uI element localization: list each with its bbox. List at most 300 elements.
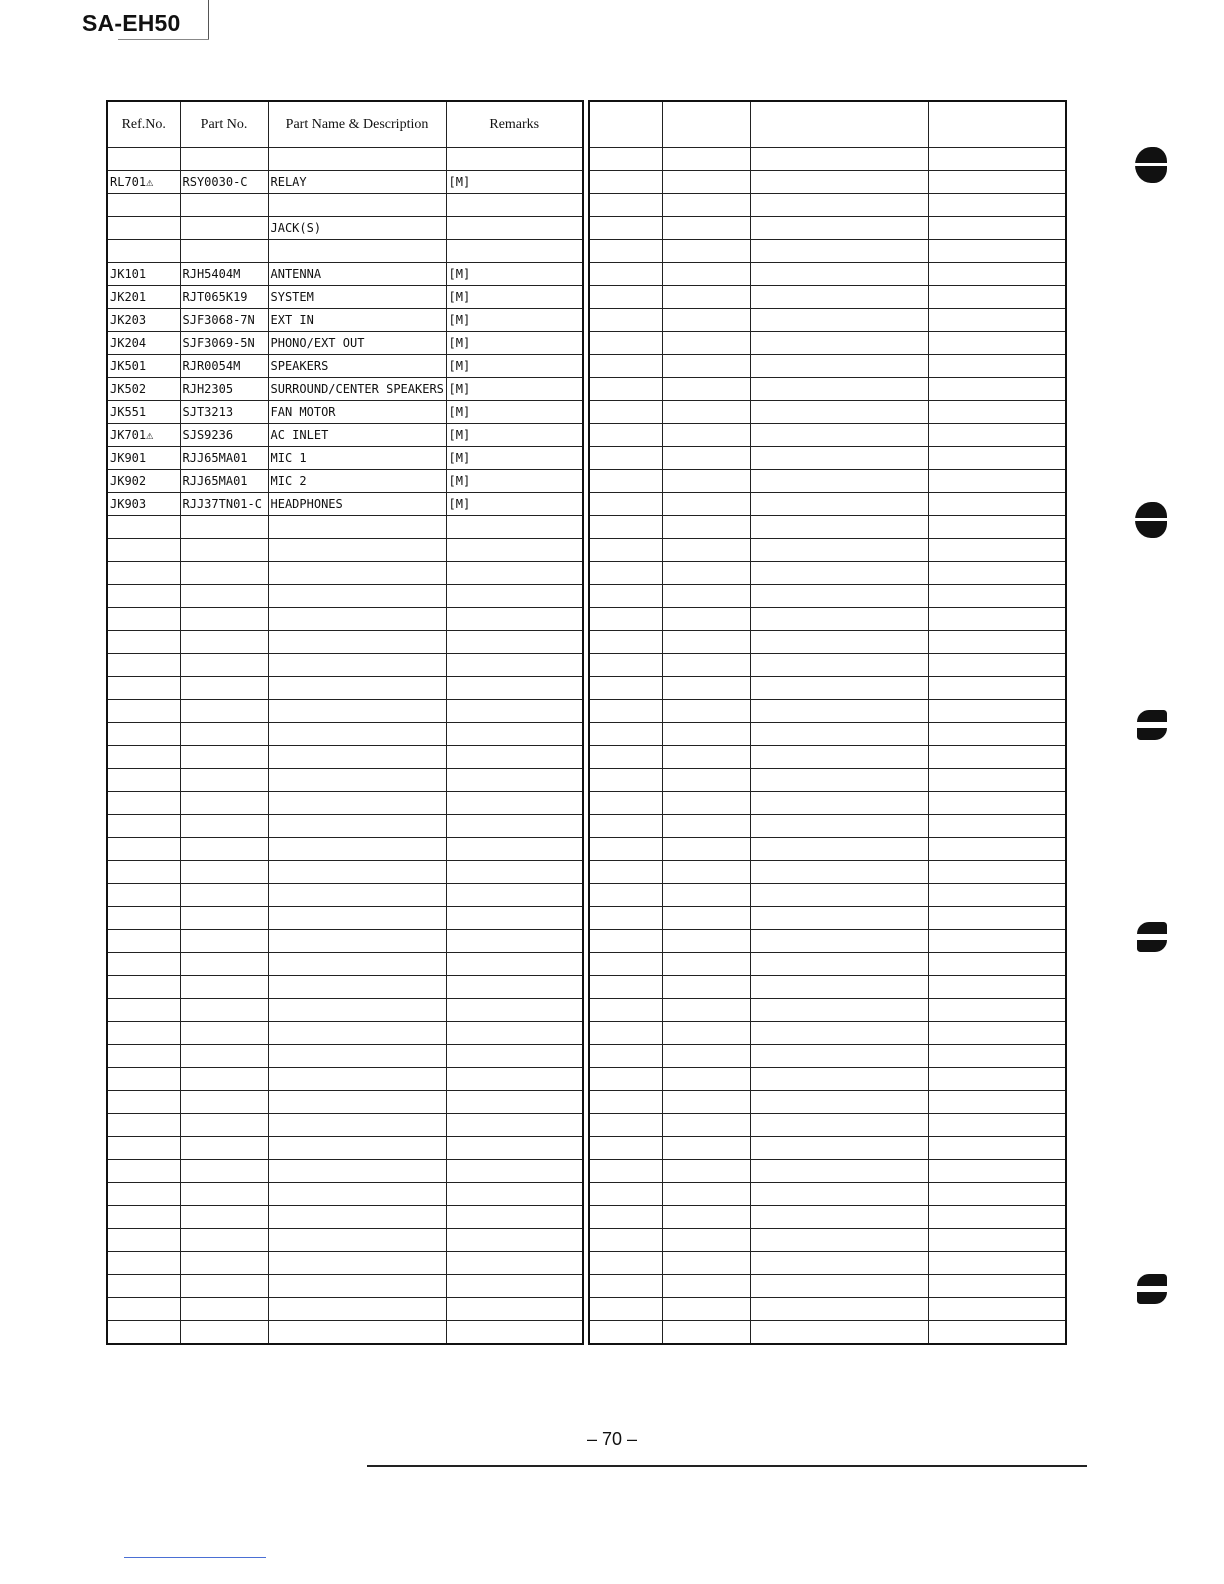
ref-no-cell (107, 907, 180, 930)
remarks-cell: [M] (446, 401, 583, 424)
remarks-cell (446, 1321, 583, 1345)
description-cell (268, 585, 446, 608)
empty-cell (928, 447, 1066, 470)
index-tab-mark (1135, 502, 1167, 538)
remarks-cell (446, 240, 583, 263)
empty-cell (589, 355, 662, 378)
empty-cell (662, 1068, 750, 1091)
empty-cell (662, 884, 750, 907)
table-row (589, 1045, 1066, 1068)
empty-cell (750, 907, 928, 930)
table-row (107, 631, 583, 654)
remarks-cell (446, 1229, 583, 1252)
empty-cell (662, 1022, 750, 1045)
ref-no-cell (107, 884, 180, 907)
empty-cell (750, 746, 928, 769)
table-row (107, 539, 583, 562)
empty-cell (589, 1229, 662, 1252)
remarks-cell (446, 976, 583, 999)
description-cell (268, 746, 446, 769)
remarks-cell (446, 1298, 583, 1321)
description-cell (268, 1045, 446, 1068)
index-tab-mark (1135, 706, 1167, 742)
table-row (589, 723, 1066, 746)
empty-cell (928, 539, 1066, 562)
table-row (107, 838, 583, 861)
index-tab-mark (1135, 147, 1167, 183)
empty-cell (662, 1229, 750, 1252)
empty-cell (928, 562, 1066, 585)
empty-cell (750, 447, 928, 470)
empty-cell (589, 1160, 662, 1183)
empty-cell (589, 447, 662, 470)
footer-rule (367, 1465, 1087, 1467)
empty-cell (928, 861, 1066, 884)
description-cell (268, 1275, 446, 1298)
table-row (589, 976, 1066, 999)
empty-cell (928, 654, 1066, 677)
part-no-cell (180, 838, 268, 861)
empty-cell (750, 838, 928, 861)
part-no-cell (180, 769, 268, 792)
empty-cell (750, 539, 928, 562)
table-row (107, 953, 583, 976)
description-cell (268, 1252, 446, 1275)
table-row (589, 1229, 1066, 1252)
part-no-cell (180, 1091, 268, 1114)
ref-no-cell: JK501 (107, 355, 180, 378)
column-header-description: Part Name & Description (268, 101, 446, 148)
parts-list-body (107, 148, 583, 1345)
empty-cell (750, 769, 928, 792)
table-row (107, 585, 583, 608)
ref-no-cell: JK902 (107, 470, 180, 493)
part-no-cell (180, 884, 268, 907)
table-header-row (107, 101, 583, 148)
table-row (589, 470, 1066, 493)
remarks-cell: [M] (446, 355, 583, 378)
empty-cell (589, 746, 662, 769)
empty-cell (589, 1298, 662, 1321)
empty-cell (750, 171, 928, 194)
remarks-cell (446, 861, 583, 884)
remarks-cell (446, 723, 583, 746)
part-no-cell (180, 1045, 268, 1068)
empty-cell (928, 677, 1066, 700)
ref-no-cell: JK201 (107, 286, 180, 309)
description-cell (268, 884, 446, 907)
empty-cell (928, 1068, 1066, 1091)
empty-header-cell (662, 101, 750, 148)
remarks-cell (446, 148, 583, 171)
part-no-cell (180, 516, 268, 539)
ref-no-cell (107, 631, 180, 654)
table-row (589, 194, 1066, 217)
description-cell (268, 562, 446, 585)
empty-cell (750, 355, 928, 378)
empty-cell (928, 884, 1066, 907)
part-no-cell: SJT3213 (180, 401, 268, 424)
description-cell: HEADPHONES (268, 493, 446, 516)
ref-no-cell (107, 930, 180, 953)
table-row (107, 1275, 583, 1298)
table-row (589, 1091, 1066, 1114)
empty-cell (928, 585, 1066, 608)
empty-cell (928, 1091, 1066, 1114)
empty-cell (589, 1206, 662, 1229)
table-row (107, 608, 583, 631)
ref-no-cell (107, 217, 180, 240)
remarks-cell (446, 194, 583, 217)
table-row (589, 171, 1066, 194)
description-cell: RELAY (268, 171, 446, 194)
empty-cell (662, 1206, 750, 1229)
ref-no-cell (107, 999, 180, 1022)
table-row (107, 171, 583, 194)
empty-cell (750, 999, 928, 1022)
empty-cell (750, 1045, 928, 1068)
empty-cell (662, 355, 750, 378)
ref-no-cell (107, 1206, 180, 1229)
table-row (589, 447, 1066, 470)
ref-no-cell (107, 1160, 180, 1183)
table-row (589, 999, 1066, 1022)
remarks-cell (446, 815, 583, 838)
empty-cell (750, 286, 928, 309)
table-row (107, 792, 583, 815)
part-no-cell (180, 194, 268, 217)
table-row (107, 930, 583, 953)
table-row (589, 1275, 1066, 1298)
description-cell (268, 953, 446, 976)
remarks-cell (446, 1275, 583, 1298)
table-row (107, 815, 583, 838)
table-row (589, 516, 1066, 539)
remarks-cell (446, 516, 583, 539)
remarks-cell: [M] (446, 263, 583, 286)
empty-cell (662, 746, 750, 769)
empty-cell (589, 171, 662, 194)
description-cell (268, 1160, 446, 1183)
empty-cell (928, 332, 1066, 355)
empty-cell (750, 1022, 928, 1045)
part-no-cell (180, 217, 268, 240)
empty-cell (662, 378, 750, 401)
empty-cell (928, 263, 1066, 286)
description-cell (268, 1183, 446, 1206)
ref-no-cell (107, 1045, 180, 1068)
description-cell (268, 631, 446, 654)
page-number: – 70 – (586, 1429, 638, 1449)
remarks-cell (446, 930, 583, 953)
empty-cell (750, 401, 928, 424)
empty-cell (662, 654, 750, 677)
empty-cell (750, 792, 928, 815)
empty-cell (750, 608, 928, 631)
empty-cell (662, 1183, 750, 1206)
table-row (107, 1160, 583, 1183)
table-row (589, 378, 1066, 401)
part-no-cell (180, 861, 268, 884)
empty-cell (750, 976, 928, 999)
description-cell: SYSTEM (268, 286, 446, 309)
part-no-cell: RJH2305 (180, 378, 268, 401)
empty-header-cell (750, 101, 928, 148)
table-row (107, 677, 583, 700)
table-row (107, 355, 583, 378)
table-row (589, 907, 1066, 930)
remarks-cell (446, 792, 583, 815)
empty-cell (662, 1137, 750, 1160)
description-cell: MIC 1 (268, 447, 446, 470)
part-no-cell: RJJ65MA01 (180, 447, 268, 470)
table-row (589, 930, 1066, 953)
empty-cell (589, 838, 662, 861)
parts-list-table (106, 100, 584, 1345)
empty-cell (589, 493, 662, 516)
empty-cell (750, 1183, 928, 1206)
empty-cell (928, 631, 1066, 654)
table-row (107, 470, 583, 493)
empty-cell (662, 999, 750, 1022)
description-cell (268, 723, 446, 746)
ref-no-cell: JK101 (107, 263, 180, 286)
table-row (107, 1183, 583, 1206)
empty-cell (589, 861, 662, 884)
table-row (589, 539, 1066, 562)
description-cell (268, 1206, 446, 1229)
empty-cell (662, 585, 750, 608)
remarks-cell (446, 1252, 583, 1275)
empty-cell (662, 1321, 750, 1345)
empty-cell (662, 631, 750, 654)
empty-cell (662, 1275, 750, 1298)
part-no-cell (180, 792, 268, 815)
empty-cell (928, 1298, 1066, 1321)
part-no-cell (180, 148, 268, 171)
empty-cell (662, 309, 750, 332)
description-cell (268, 1137, 446, 1160)
description-cell: SPEAKERS (268, 355, 446, 378)
empty-cell (750, 470, 928, 493)
description-cell: AC INLET (268, 424, 446, 447)
empty-cell (928, 240, 1066, 263)
table-row (107, 493, 583, 516)
part-no-cell (180, 1206, 268, 1229)
ref-no-cell (107, 654, 180, 677)
empty-cell (750, 700, 928, 723)
remarks-cell (446, 1137, 583, 1160)
part-no-cell (180, 1114, 268, 1137)
table-row (589, 562, 1066, 585)
table-row (107, 1114, 583, 1137)
table-row (589, 1298, 1066, 1321)
empty-cell (750, 378, 928, 401)
empty-cell (928, 907, 1066, 930)
empty-cell (750, 194, 928, 217)
table-row (107, 378, 583, 401)
empty-cell (750, 1298, 928, 1321)
table-header-row-empty (589, 101, 1066, 148)
empty-cell (662, 838, 750, 861)
ref-no-cell (107, 1114, 180, 1137)
ref-no-cell (107, 976, 180, 999)
description-cell (268, 838, 446, 861)
part-no-cell (180, 1137, 268, 1160)
empty-cell (750, 861, 928, 884)
table-row (107, 1229, 583, 1252)
description-cell (268, 815, 446, 838)
remarks-cell (446, 217, 583, 240)
empty-cell (750, 723, 928, 746)
part-no-cell (180, 677, 268, 700)
remarks-cell (446, 884, 583, 907)
remarks-cell (446, 1183, 583, 1206)
empty-cell (589, 999, 662, 1022)
part-no-cell (180, 746, 268, 769)
empty-cell (750, 516, 928, 539)
empty-cell (589, 1137, 662, 1160)
empty-cell (662, 240, 750, 263)
ref-no-cell (107, 769, 180, 792)
table-row (589, 1321, 1066, 1345)
remarks-cell: [M] (446, 171, 583, 194)
table-row (589, 1114, 1066, 1137)
empty-cell (928, 1275, 1066, 1298)
empty-cell (928, 1045, 1066, 1068)
empty-cell (662, 1298, 750, 1321)
empty-cell (662, 976, 750, 999)
column-header-remarks: Remarks (446, 101, 583, 148)
table-row (589, 585, 1066, 608)
table-row (107, 309, 583, 332)
table-row (107, 263, 583, 286)
table-row (589, 240, 1066, 263)
empty-cell (662, 608, 750, 631)
empty-cell (662, 562, 750, 585)
ref-no-cell (107, 1137, 180, 1160)
table-row (589, 884, 1066, 907)
remarks-cell: [M] (446, 378, 583, 401)
empty-cell (662, 286, 750, 309)
table-row (589, 654, 1066, 677)
empty-cell (589, 608, 662, 631)
ref-no-cell (107, 1183, 180, 1206)
part-no-cell (180, 539, 268, 562)
ref-no-cell: JK903 (107, 493, 180, 516)
empty-cell (662, 861, 750, 884)
ref-no-cell (107, 608, 180, 631)
empty-cell (750, 1252, 928, 1275)
table-row (107, 723, 583, 746)
description-cell (268, 907, 446, 930)
empty-cell (928, 723, 1066, 746)
table-row (107, 1137, 583, 1160)
description-cell: JACK(S) (268, 217, 446, 240)
empty-cell (589, 1183, 662, 1206)
table-row (107, 1206, 583, 1229)
empty-cell (589, 378, 662, 401)
empty-cell (750, 1114, 928, 1137)
part-no-cell (180, 1229, 268, 1252)
remarks-cell (446, 608, 583, 631)
empty-cell (589, 792, 662, 815)
table-row (107, 424, 583, 447)
empty-cell (589, 217, 662, 240)
ref-no-cell: JK901 (107, 447, 180, 470)
empty-cell (589, 424, 662, 447)
table-row (589, 769, 1066, 792)
table-row (107, 746, 583, 769)
empty-cell (750, 631, 928, 654)
empty-cell (928, 424, 1066, 447)
empty-header-cell (928, 101, 1066, 148)
ref-no-cell (107, 1022, 180, 1045)
remarks-cell (446, 1091, 583, 1114)
empty-cell (928, 1206, 1066, 1229)
description-cell (268, 999, 446, 1022)
ref-no-cell (107, 1068, 180, 1091)
description-cell: ANTENNA (268, 263, 446, 286)
table-row (589, 286, 1066, 309)
empty-cell (750, 1206, 928, 1229)
part-no-cell: SJS9236 (180, 424, 268, 447)
part-no-cell (180, 999, 268, 1022)
empty-cell (928, 930, 1066, 953)
table-row (589, 792, 1066, 815)
empty-cell (928, 1183, 1066, 1206)
description-cell (268, 976, 446, 999)
remarks-cell (446, 1068, 583, 1091)
part-no-cell: RJJ37TN01-C (180, 493, 268, 516)
remarks-cell (446, 1206, 583, 1229)
ref-no-cell: JK551 (107, 401, 180, 424)
empty-cell (928, 1137, 1066, 1160)
empty-cell (928, 1022, 1066, 1045)
remarks-cell (446, 769, 583, 792)
part-no-cell: RSY0030-C (180, 171, 268, 194)
empty-cell (589, 631, 662, 654)
empty-cell (662, 148, 750, 171)
empty-cell (589, 562, 662, 585)
table-row (107, 447, 583, 470)
column-header-ref-no: Ref.No. (107, 101, 180, 148)
remarks-cell (446, 654, 583, 677)
part-no-cell (180, 1160, 268, 1183)
remarks-cell (446, 746, 583, 769)
empty-cell (750, 953, 928, 976)
empty-cell (750, 1160, 928, 1183)
table-row (107, 194, 583, 217)
part-no-cell (180, 976, 268, 999)
empty-cell (928, 516, 1066, 539)
ref-no-cell (107, 516, 180, 539)
ref-no-cell (107, 677, 180, 700)
empty-header-cell (589, 101, 662, 148)
ref-no-cell (107, 792, 180, 815)
empty-cell (589, 539, 662, 562)
remarks-cell: [M] (446, 424, 583, 447)
empty-cell (928, 815, 1066, 838)
empty-cell (928, 769, 1066, 792)
remarks-cell (446, 700, 583, 723)
ref-no-cell (107, 1298, 180, 1321)
empty-cell (589, 401, 662, 424)
description-cell: MIC 2 (268, 470, 446, 493)
description-cell (268, 1091, 446, 1114)
empty-cell (589, 332, 662, 355)
empty-cell (589, 700, 662, 723)
